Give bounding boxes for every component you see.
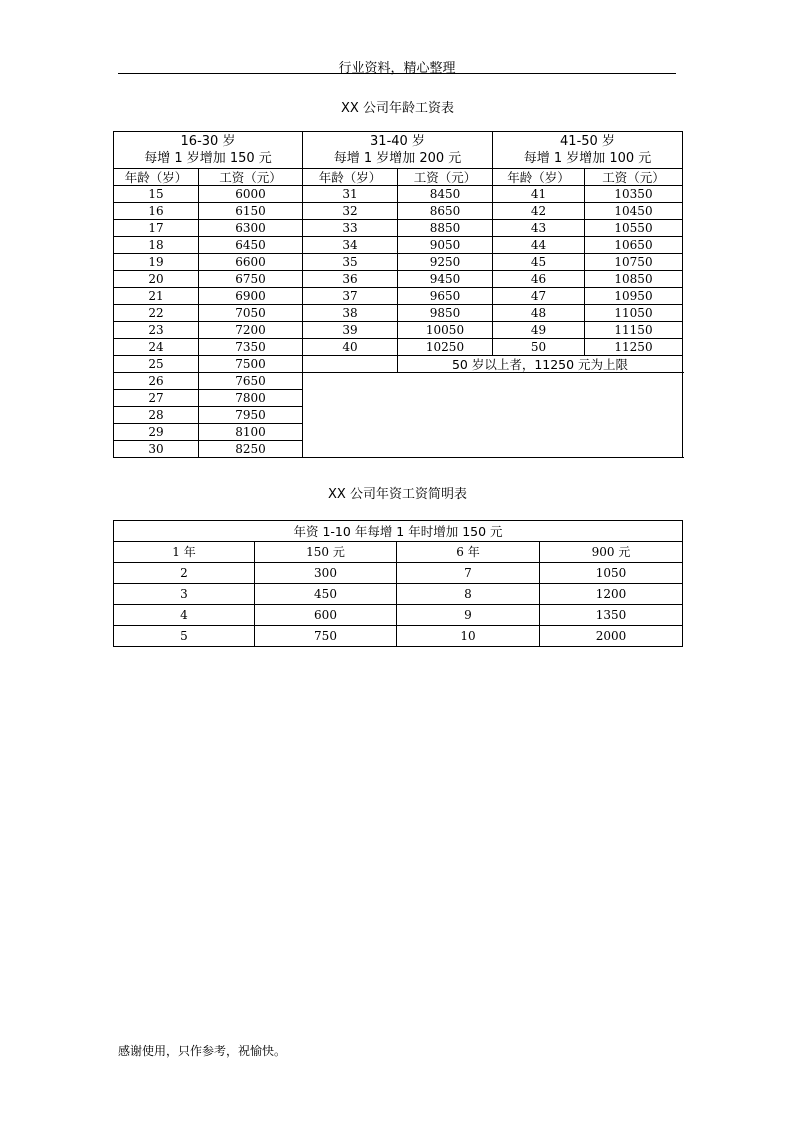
age-cell: 24 <box>114 339 199 356</box>
salary-cell: 7800 <box>199 390 303 407</box>
amount-cell: 1200 <box>540 584 683 605</box>
table-row <box>114 220 683 237</box>
salary-cell: 6000 <box>199 186 303 203</box>
table-row <box>114 288 683 305</box>
age-cell: 25 <box>114 356 199 373</box>
age-cell: 49 <box>493 322 585 339</box>
salary-cell: 8100 <box>199 424 303 441</box>
age-cell: 31 <box>303 186 398 203</box>
age-cell: 39 <box>303 322 398 339</box>
age-cell: 41 <box>493 186 585 203</box>
salary-cell: 10950 <box>585 288 683 305</box>
amount-cell: 1350 <box>540 605 683 626</box>
salary-cell: 7200 <box>199 322 303 339</box>
age-group-rule: 每增 1 岁增加 100 元 <box>523 151 652 166</box>
salary-cell: 10050 <box>398 322 493 339</box>
blank-area <box>303 373 683 458</box>
age-group-16-30 <box>114 132 303 169</box>
header-rule <box>118 73 676 74</box>
salary-cell: 9450 <box>398 271 493 288</box>
salary-cell: 6750 <box>199 271 303 288</box>
salary-cell: 6300 <box>199 220 303 237</box>
table-row <box>114 322 683 339</box>
table-row <box>114 542 683 563</box>
salary-cell: 9850 <box>398 305 493 322</box>
seniority-table-title: XX 公司年资工资简明表 <box>328 487 467 502</box>
years-cell: 1 年 <box>114 542 255 563</box>
salary-cell: 11250 <box>585 339 683 356</box>
page-footer-text: 感谢使用，只作参考，祝愉快。 <box>118 1044 287 1058</box>
salary-cell: 8850 <box>398 220 493 237</box>
salary-cell: 7050 <box>199 305 303 322</box>
age-salary-table <box>113 131 683 458</box>
empty-cell <box>303 356 398 373</box>
salary-column-header: 工资（元） <box>585 169 683 186</box>
amount-cell: 1050 <box>540 563 683 584</box>
table-row <box>114 339 683 356</box>
salary-cell: 8450 <box>398 186 493 203</box>
years-cell: 2 <box>114 563 255 584</box>
amount-cell: 2000 <box>540 626 683 647</box>
age-group-31-40 <box>303 132 493 169</box>
age-cell: 21 <box>114 288 199 305</box>
table-row <box>114 203 683 220</box>
amount-cell: 450 <box>255 584 397 605</box>
age-cell: 15 <box>114 186 199 203</box>
salary-cell: 10850 <box>585 271 683 288</box>
years-cell: 5 <box>114 626 255 647</box>
amount-cell: 750 <box>255 626 397 647</box>
age-cell: 18 <box>114 237 199 254</box>
years-cell: 3 <box>114 584 255 605</box>
years-cell: 6 年 <box>397 542 540 563</box>
salary-cell: 10350 <box>585 186 683 203</box>
age-cell: 23 <box>114 322 199 339</box>
salary-cell: 11150 <box>585 322 683 339</box>
years-cell: 7 <box>397 563 540 584</box>
amount-cell: 150 元 <box>255 542 397 563</box>
age-cell: 45 <box>493 254 585 271</box>
salary-cell: 7350 <box>199 339 303 356</box>
age-cell: 28 <box>114 407 199 424</box>
seniority-caption-row <box>114 521 683 542</box>
salary-cell: 10450 <box>585 203 683 220</box>
age-cell: 32 <box>303 203 398 220</box>
salary-cell: 9650 <box>398 288 493 305</box>
seniority-caption: 年资 1-10 年每增 1 年时增加 150 元 <box>114 521 683 542</box>
age-cell: 38 <box>303 305 398 322</box>
age-cell: 40 <box>303 339 398 356</box>
age-cell: 47 <box>493 288 585 305</box>
age-cell: 37 <box>303 288 398 305</box>
salary-cap-note: 50 岁以上者，11250 元为上限 <box>398 356 683 373</box>
salary-cell: 8250 <box>199 441 303 458</box>
table-row <box>114 237 683 254</box>
age-group-41-50 <box>493 132 683 169</box>
age-cell: 46 <box>493 271 585 288</box>
amount-cell: 600 <box>255 605 397 626</box>
salary-cell: 8650 <box>398 203 493 220</box>
amount-cell: 300 <box>255 563 397 584</box>
salary-cell: 10650 <box>585 237 683 254</box>
table-row <box>114 626 683 647</box>
years-cell: 4 <box>114 605 255 626</box>
page-header-text: 行业资料，精心整理 <box>338 61 456 76</box>
age-column-header: 年龄（岁） <box>493 169 585 186</box>
table-row <box>114 186 683 203</box>
table-row <box>114 271 683 288</box>
age-cell: 30 <box>114 441 199 458</box>
salary-column-header: 工资（元） <box>398 169 493 186</box>
salary-cell: 9050 <box>398 237 493 254</box>
salary-cell: 6150 <box>199 203 303 220</box>
salary-cell: 6600 <box>199 254 303 271</box>
age-cell: 35 <box>303 254 398 271</box>
age-cell: 50 <box>493 339 585 356</box>
age-group-range: 41-50 岁 <box>560 134 615 149</box>
salary-cell: 11050 <box>585 305 683 322</box>
age-cell: 33 <box>303 220 398 237</box>
column-header-row <box>114 169 683 186</box>
age-cell: 26 <box>114 373 199 390</box>
salary-cell: 7650 <box>199 373 303 390</box>
salary-column-header: 工资（元） <box>199 169 303 186</box>
table-row <box>114 373 683 390</box>
age-cell: 22 <box>114 305 199 322</box>
age-group-range: 16-30 岁 <box>180 134 236 149</box>
table-row <box>114 563 683 584</box>
table-row <box>114 584 683 605</box>
age-cell: 48 <box>493 305 585 322</box>
years-cell: 10 <box>397 626 540 647</box>
age-group-range: 31-40 岁 <box>370 134 425 149</box>
age-cell: 19 <box>114 254 199 271</box>
age-group-header-row <box>114 132 683 169</box>
table-row <box>114 605 683 626</box>
age-cell: 20 <box>114 271 199 288</box>
years-cell: 8 <box>397 584 540 605</box>
seniority-salary-table <box>113 520 683 647</box>
age-cell: 27 <box>114 390 199 407</box>
age-cell: 43 <box>493 220 585 237</box>
table-row <box>114 356 683 373</box>
salary-cell: 6900 <box>199 288 303 305</box>
age-cell: 42 <box>493 203 585 220</box>
salary-cell: 9250 <box>398 254 493 271</box>
age-group-rule: 每增 1 岁增加 150 元 <box>144 151 272 166</box>
age-cell: 44 <box>493 237 585 254</box>
salary-cell: 6450 <box>199 237 303 254</box>
age-cell: 29 <box>114 424 199 441</box>
years-cell: 9 <box>397 605 540 626</box>
age-cell: 34 <box>303 237 398 254</box>
salary-cell: 7950 <box>199 407 303 424</box>
age-group-rule: 每增 1 岁增加 200 元 <box>333 151 462 166</box>
salary-cell: 10250 <box>398 339 493 356</box>
age-cell: 16 <box>114 203 199 220</box>
age-column-header: 年龄（岁） <box>114 169 199 186</box>
salary-cell: 10750 <box>585 254 683 271</box>
age-cell: 17 <box>114 220 199 237</box>
age-salary-table-title: XX 公司年龄工资表 <box>341 101 454 116</box>
age-cell: 36 <box>303 271 398 288</box>
table-row <box>114 254 683 271</box>
age-column-header: 年龄（岁） <box>303 169 398 186</box>
table-row <box>114 305 683 322</box>
salary-cell: 10550 <box>585 220 683 237</box>
amount-cell: 900 元 <box>540 542 683 563</box>
salary-cell: 7500 <box>199 356 303 373</box>
